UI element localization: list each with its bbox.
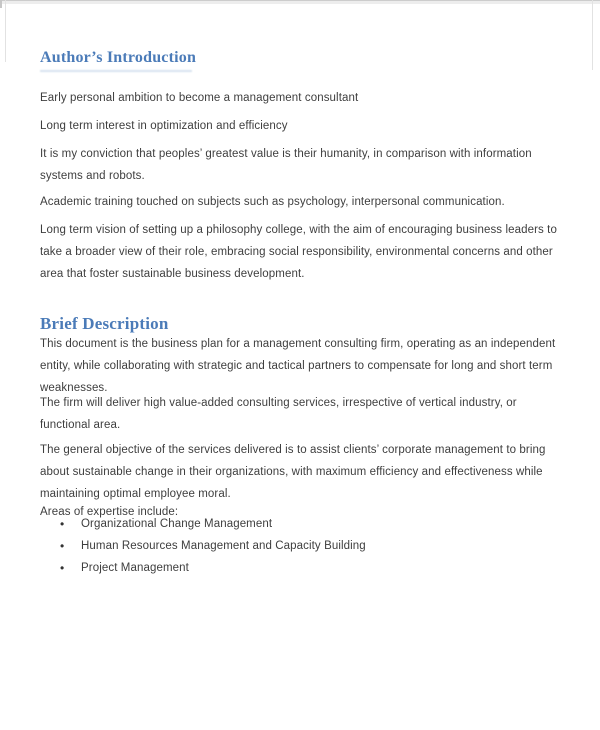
paragraph-general-objective: The general objective of the services delivered is to assist clients’ corporate management to bring about sustainable change in their organizations, with maximum efficiency and effectiveness while maintaining optimal employee moral. [40, 443, 546, 500]
authors-introduction-heading: Author’s Introduction [40, 49, 197, 66]
brief-description-heading: Brief Description [40, 314, 169, 334]
list-item-organizational-change: • Organizational Change Management [40, 513, 567, 535]
top-border-band [0, 1, 600, 4]
paragraph-business-plan: This document is the business plan for a management consulting firm, operating as an independent entity, while collaborating with strategic and tactical partners to compensate for long and short term weaknesses. [40, 337, 556, 394]
expertise-bullet-list [40, 513, 567, 579]
top-left-corner-mark [0, 0, 2, 8]
cut-off-section-heading [40, 49, 340, 69]
paragraph-long-term-interest: Long term interest in optimization and efficiency [40, 119, 288, 132]
paragraph-early-ambition: Early personal ambition to become a management consultant [40, 91, 359, 104]
paragraph-firm-services: The firm will deliver high value-added consulting services, irrespective of vertical industry, or functional area. [40, 396, 517, 431]
list-item-human-resources: • Human Resources Management and Capacity Building [40, 535, 567, 557]
paragraph-conviction: It is my conviction that peoples’ greatest value is their humanity, in comparison with information systems and robots. [40, 147, 532, 182]
left-edge-line [5, 0, 6, 62]
paragraph-areas-of-expertise-intro: Areas of expertise include: [40, 505, 179, 518]
list-item-project-management: • Project Management [40, 557, 567, 579]
heading-scan-ghost [40, 70, 192, 72]
right-edge-line [592, 0, 593, 70]
paragraph-long-term-vision: Long term vision of setting up a philosophy college, with the aim of encouraging business leaders to take a broader view of their role, embracing social responsibility, environmental concerns and other area that foster sustainable business development. [40, 223, 557, 280]
paragraph-academic-training: Academic training touched on subjects such as psychology, interpersonal communication. [40, 195, 505, 208]
